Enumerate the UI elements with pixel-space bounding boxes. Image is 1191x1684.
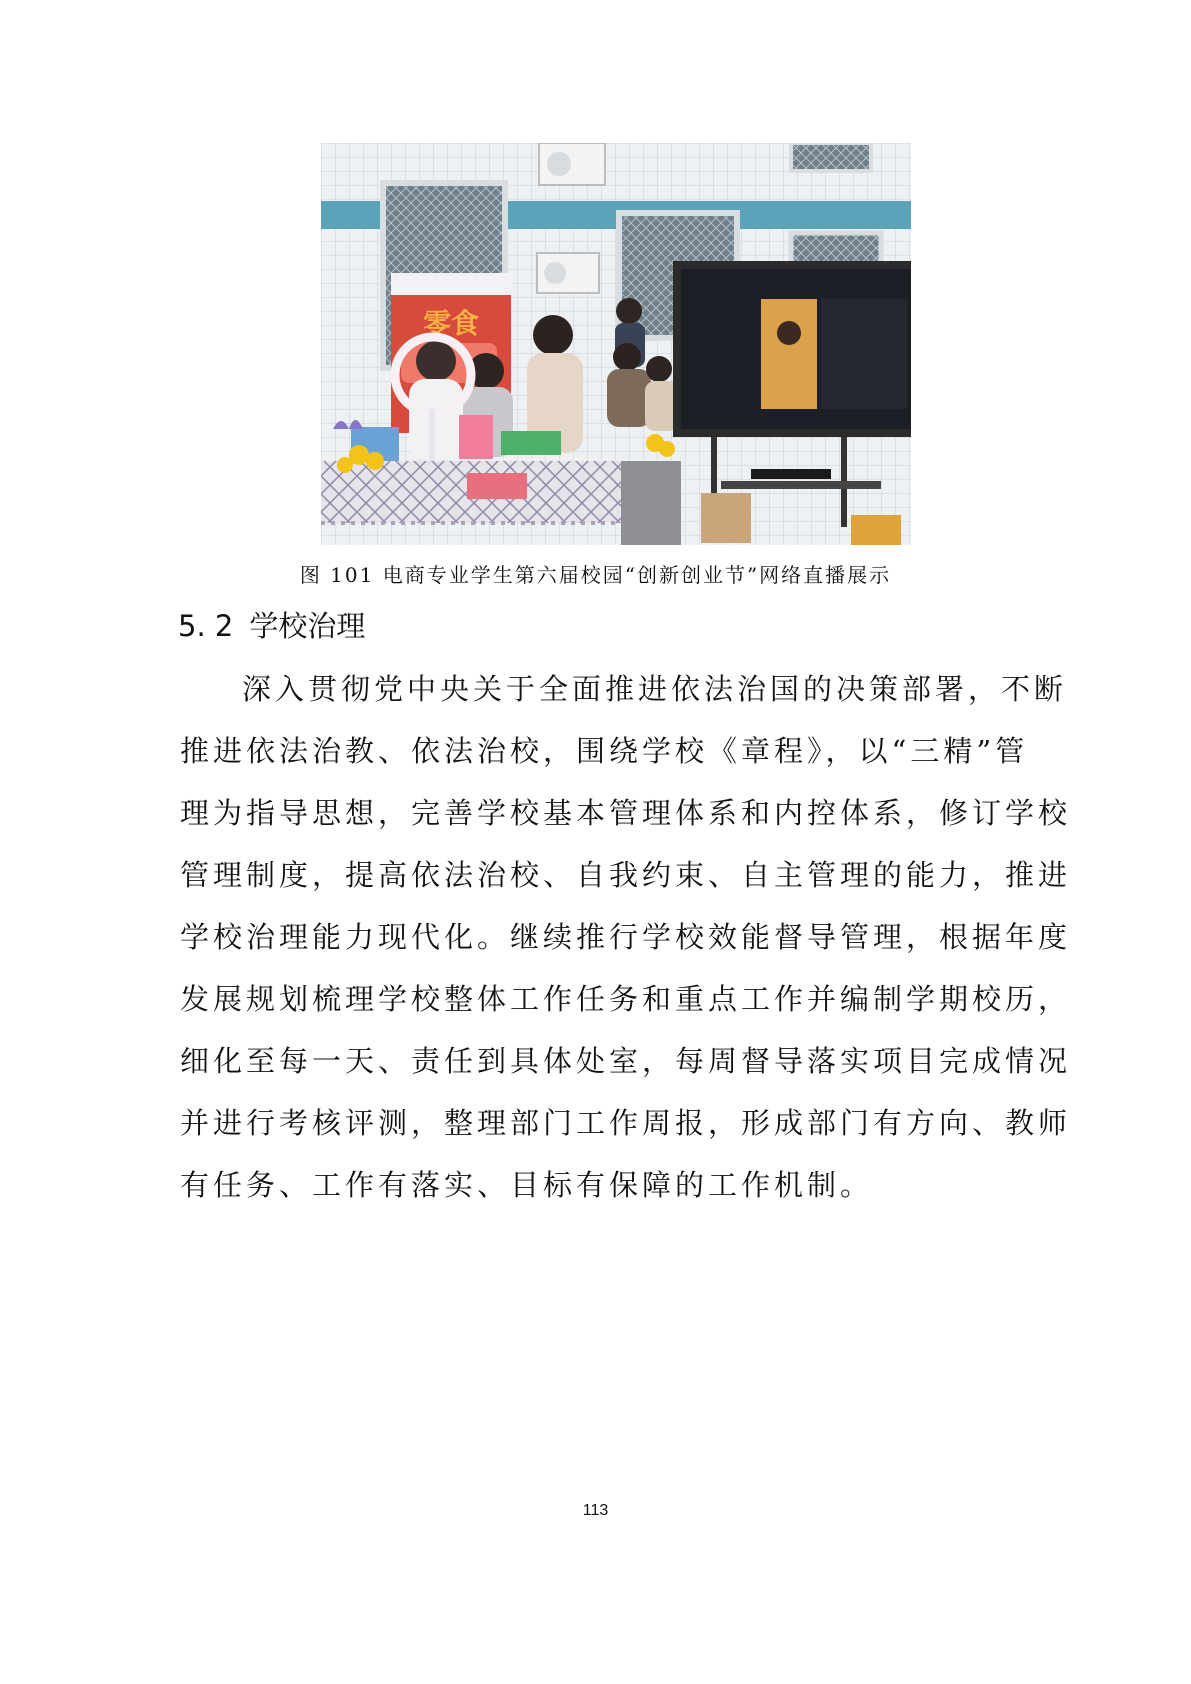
paragraph-line: 管理制度，提高依法治校、自我约束、自主管理的能力，推进 bbox=[180, 858, 1072, 892]
paragraph-line: 理为指导思想，完善学校基本管理体系和内控体系，修订学校 bbox=[180, 796, 1072, 830]
paragraph-line: 并进行考核评测，整理部门工作周报，形成部门有方向、教师 bbox=[180, 1106, 1072, 1140]
section-number: 5. 2 bbox=[178, 609, 234, 643]
figure-caption: 图 101 电商专业学生第六届校园“创新创业节”网络直播展示 bbox=[299, 563, 892, 587]
paragraph-line: 细化至每一天、责任到具体处室，每周督导落实项目完成情况 bbox=[180, 1044, 1072, 1078]
section-heading bbox=[178, 606, 365, 646]
page-number: 113 bbox=[582, 1502, 609, 1519]
banner-lettering: 零食 bbox=[423, 307, 480, 340]
paragraph-line: 有任务、工作有落实、目标有保障的工作机制。 bbox=[180, 1168, 874, 1202]
body-paragraph bbox=[180, 664, 1072, 1222]
paragraph-line: 推进依法治教、依法治校，围绕学校《章程》，以“三精”管 bbox=[180, 734, 1029, 768]
section-title: 学校治理 bbox=[249, 609, 366, 643]
paragraph-line: 深入贯彻党中央关于全面推进依法治国的决策部署，不断 bbox=[242, 672, 1068, 706]
livestream-scene-image bbox=[321, 143, 911, 545]
paragraph-line: 学校治理能力现代化。继续推行学校效能督导管理，根据年度 bbox=[180, 920, 1072, 954]
figure-photo bbox=[321, 143, 911, 545]
paragraph-line: 发展规划梳理学校整体工作任务和重点工作并编制学期校历， bbox=[180, 982, 1072, 1016]
